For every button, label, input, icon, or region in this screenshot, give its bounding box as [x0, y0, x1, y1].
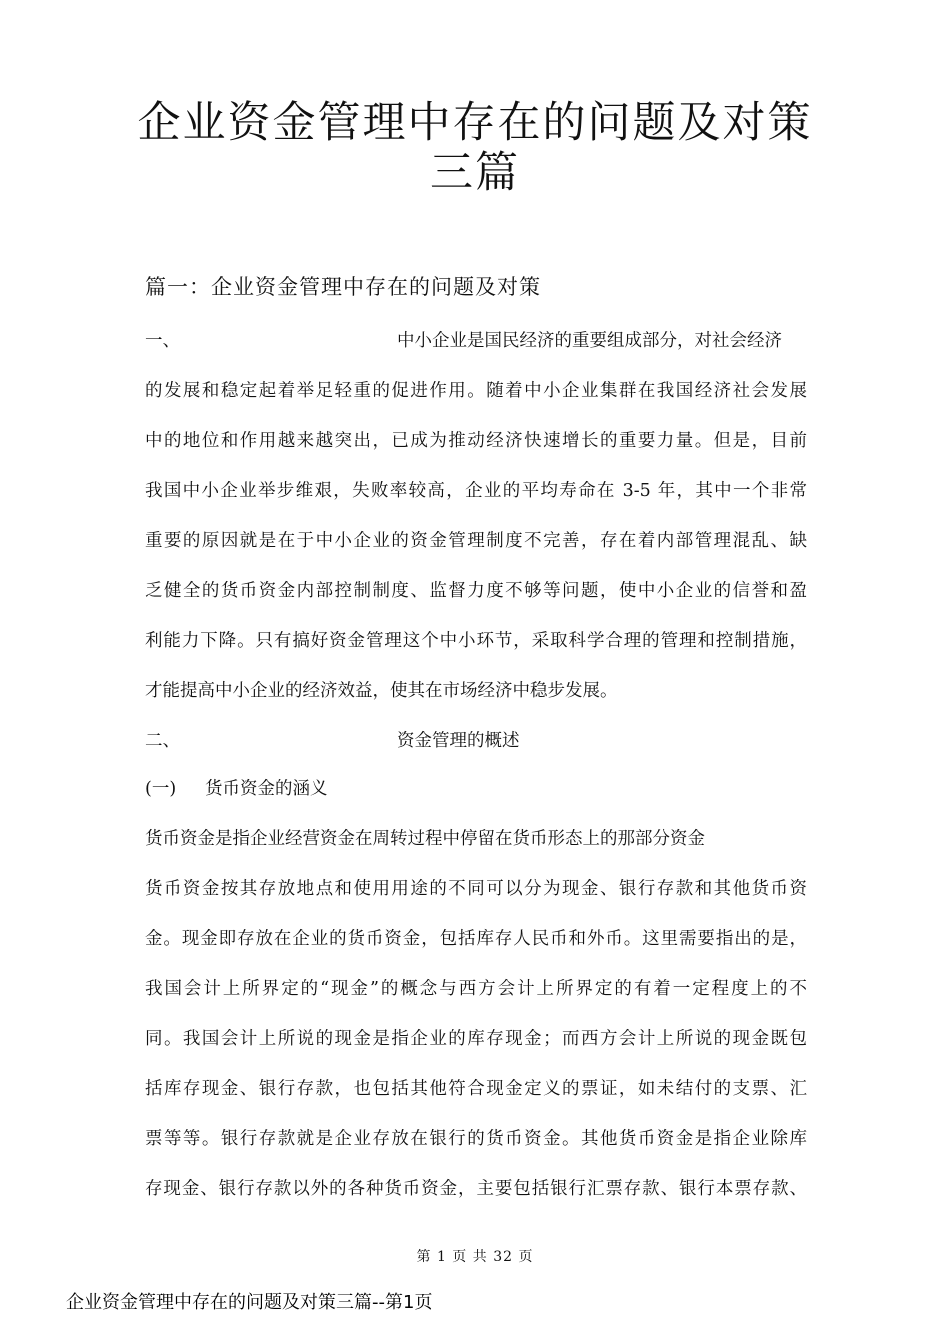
document-title-line2: 三篇	[430, 148, 520, 198]
section1-line: 我国中小企业举步维艰，失败率较高，企业的平均寿命在 3-5 年，其中一个非常	[145, 481, 807, 501]
document-title-line1: 企业资金管理中存在的问题及对策	[137, 98, 813, 148]
section1-last-line: 才能提高中小企业的经济效益，使其在市场经济中稳步发展。	[145, 681, 618, 701]
section1-line: 重要的原因就是在于中小企业的资金管理制度不完善，存在着内部管理混乱、缺	[145, 531, 807, 551]
definition-paragraph: 货币资金是指企业经营资金在周转过程中停留在货币形态上的那部分资金	[145, 829, 705, 849]
section1-line: 中的地位和作用越来越突出，已成为推动经济快速增长的重要力量。但是，目前	[145, 431, 807, 451]
classification-line: 票等等。银行存款就是企业存放在银行的货币资金。其他货币资金是指企业除库	[145, 1129, 807, 1149]
classification-line: 金。现金即存放在企业的货币资金，包括库存人民币和外币。这里需要指出的是，	[145, 929, 807, 949]
section1-line: 利能力下降。只有搞好资金管理这个中小环节，采取科学合理的管理和控制措施，	[145, 631, 807, 651]
part-heading: 篇一：企业资金管理中存在的问题及对策	[145, 275, 541, 299]
section1-line: 乏健全的货币资金内部控制制度、监督力度不够等问题，使中小企业的信誉和盈	[145, 581, 807, 601]
classification-line: 括库存现金、银行存款，也包括其他符合现金定义的票证，如未结付的支票、汇	[145, 1079, 807, 1099]
subsection1-label: (一)	[145, 779, 177, 799]
classification-line: 同。我国会计上所说的现金是指企业的库存现金；而西方会计上所说的现金既包	[145, 1029, 807, 1049]
page-number-indicator: 第 1 页 共 32 页	[416, 1249, 534, 1265]
section2-marker: 二、	[145, 731, 180, 751]
classification-line: 货币资金按其存放地点和使用用途的不同可以分为现金、银行存款和其他货币资	[145, 879, 807, 899]
section1-first-line-text: 中小企业是国民经济的重要组成部分，对社会经济	[397, 331, 782, 351]
section2-heading: 资金管理的概述	[397, 731, 520, 751]
section1-marker: 一、	[145, 331, 180, 351]
footer-document-label: 企业资金管理中存在的问题及对策三篇--第1页	[66, 1292, 433, 1313]
section1-line: 的发展和稳定起着举足轻重的促进作用。随着中小企业集群在我国经济社会发展	[145, 381, 807, 401]
classification-line: 存现金、银行存款以外的各种货币资金，主要包括银行汇票存款、银行本票存款、	[145, 1179, 807, 1199]
subsection1-heading: 货币资金的涵义	[205, 779, 328, 799]
classification-line: 我国会计上所界定的“现金”的概念与西方会计上所界定的有着一定程度上的不	[145, 979, 807, 999]
